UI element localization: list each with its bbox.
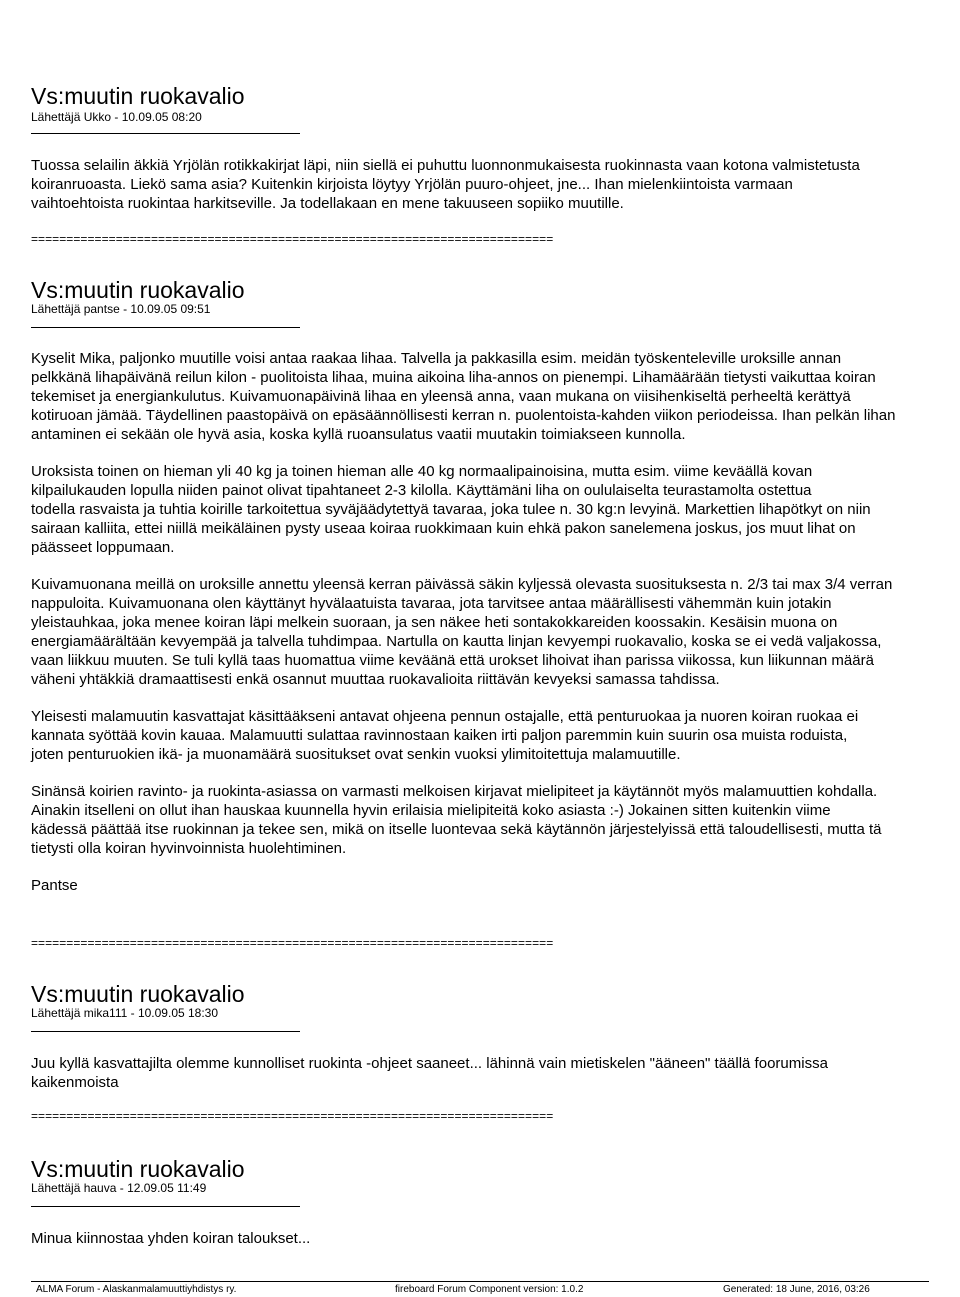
body-line: tietysti olla koiran hyvinvoinnista huolehtiminen. bbox=[31, 840, 347, 857]
post-body bbox=[31, 156, 960, 213]
body-line: päässeet loppumaan. bbox=[31, 539, 175, 556]
post-author-date: Lähettäjä pantse - 10.09.05 09:51 bbox=[31, 302, 211, 316]
body-line: vaihtoehtoista ruokintaa harkitseville. Ja todellakaan en mene takuuseen sopiiko muutille. bbox=[31, 195, 624, 212]
paragraph-gap bbox=[31, 764, 960, 782]
body-line: yleistauhkaa, joka menee koiran läpi melkein suoraan, ja sen näkee heti sontakokkareiden koossakin. Kesäisin muona on bbox=[31, 614, 838, 631]
post-author-date: Lähettäjä Ukko - 10.09.05 08:20 bbox=[31, 110, 202, 124]
paragraph-gap bbox=[31, 689, 960, 707]
body-line: todella rasvaista ja tuhtia koirille tarkoitettua syväjäädytettyä tavaraa, joka tulee n. 30 kg:n levyinä. Markettien lihapötkyt on niin bbox=[31, 501, 871, 518]
paragraph-gap bbox=[31, 557, 960, 575]
body-line: Kyselit Mika, paljonko muutille voisi antaa raakaa lihaa. Talvella ja pakkasilla esim. meidän työskenteleville uroksille annan bbox=[31, 350, 842, 367]
post-header-divider bbox=[31, 133, 300, 134]
footer-generated-date: Generated: 18 June, 2016, 03:26 bbox=[723, 1284, 870, 1295]
post-title: Vs:muutin ruokavalio bbox=[31, 1156, 245, 1182]
body-line: Kuivamuonana meillä on uroksille annettu yleensä kerran päivässä säkin kyljessä olevasta suosituksesta n. 2/3 tai max 3/4 verran bbox=[31, 576, 893, 593]
post-body bbox=[31, 1054, 960, 1092]
body-line: koiranruoasta. Liekö sama asia? Kuitenkin kirjoista löytyy Yrjölän puuro-ohjeet, jne... Ihan mielenkiintoista varmaan bbox=[31, 176, 793, 193]
post-body bbox=[31, 349, 960, 895]
body-line: kotiruoan jämää. Täydellinen paastopäivä on epäsäännöllisesti kerran n. puolentoista-kahden viikon periodeissa. Ihan pelkän lihan bbox=[31, 407, 896, 424]
body-line: Tuossa selailin äkkiä Yrjölän rotikkakirjat läpi, niin siellä ei puhuttu luonnonmukaisesta ruokinnasta vaan kotona valmistetusta bbox=[31, 157, 860, 174]
post-title: Vs:muutin ruokavalio bbox=[31, 981, 245, 1007]
body-line: Juu kyllä kasvattajilta olemme kunnolliset ruokinta -ohjeet saaneet... lähinnä vain mietiskelen "ääneen" täällä foorumissa bbox=[31, 1055, 828, 1072]
footer-component-version: fireboard Forum Component version: 1.0.2 bbox=[395, 1284, 584, 1295]
body-line: kädessä päättää itse ruokinnan ja tekee sen, mikä on itselle luontevaa sekä käytännön järjestelyissä että taloudellisesti, mutta tä bbox=[31, 821, 882, 838]
post-separator: ========================================================================== bbox=[31, 1109, 554, 1123]
body-line: antaminen ei sekään ole hyvä asia, koska kyllä ruoansulatus vaatii muutakin toimiakseen kunnolla. bbox=[31, 426, 686, 443]
post-author-date: Lähettäjä hauva - 12.09.05 11:49 bbox=[31, 1181, 207, 1195]
post-header-divider bbox=[31, 327, 300, 328]
body-line: nappuloita. Kuivamuonana olen käyttänyt hyvälaatuista tavaraa, jota tarvitsee antaa määrällisesti vähemmän kuin jotakin bbox=[31, 595, 832, 612]
post-title: Vs:muutin ruokavalio bbox=[31, 277, 245, 303]
body-line: kilpailukauden lopulla niiden painot olivat tipahtaneet 2-3 kilolla. Käyttämäni liha on oululaiselta teurastamolta ostettua bbox=[31, 482, 812, 499]
post-separator: ========================================================================== bbox=[31, 936, 554, 950]
paragraph-gap bbox=[31, 444, 960, 462]
post-header-divider bbox=[31, 1206, 300, 1207]
post-separator: ========================================================================== bbox=[31, 232, 554, 246]
body-line: Minua kiinnostaa yhden koiran taloukset... bbox=[31, 1230, 311, 1247]
body-line: kannata syöttää kovin kauaa. Malamuutti sulattaa ravinnostaan kaiken irti paljon paremmin kuin suurin osa muista roduista, bbox=[31, 727, 848, 744]
body-line: Uroksista toinen on hieman yli 40 kg ja toinen hieman alle 40 kg normaalipainoisina, mutta esim. viime keväällä kovan bbox=[31, 463, 813, 480]
body-line: Yleisesti malamuutin kasvattajat käsittääkseni antavat ohjeena pennun ostajalle, että penturuokaa ja nuoren koiran ruokaa ei bbox=[31, 708, 859, 725]
body-line: sairaan kalliita, ettei niillä meikäläinen pysty useaa koiraa ruokkimaan kuin ehkä pakon sanelemena joskus, jos muut lihat on bbox=[31, 520, 856, 537]
body-line: energiamäärältään kevyempää ja talvella tuhdimpaa. Nartulla on kautta linjan kevyempi ruokavalio, koska se ei vedä valjakossa, bbox=[31, 633, 882, 650]
body-line: kaikenmoista bbox=[31, 1074, 119, 1091]
post-title: Vs:muutin ruokavalio bbox=[31, 83, 245, 109]
body-line: joten penturuokien ikä- ja muonamäärä suositukset ovat senkin vuoksi ylimitoitettuja malamuutille. bbox=[31, 746, 681, 763]
body-line: tekemiset ja energiankulutus. Kuivamuonapäivinä lihaa en yleensä anna, vaan mukana on viisihenkiseltä perheeltä kerättyä bbox=[31, 388, 851, 405]
body-line: väheni yhtäkkiä dramaattisesti enkä osannut muuttaa ruokavalioita riittävän kevyeksi samassa tahdissa. bbox=[31, 671, 720, 688]
body-line: Sinänsä koirien ravinto- ja ruokinta-asiassa on varmasti melkoisen kirjavat mielipiteet ja käytännöt myös malamuuttien kohdalla. bbox=[31, 783, 878, 800]
body-line: Pantse bbox=[31, 877, 78, 894]
footer-divider bbox=[31, 1281, 929, 1282]
post-body bbox=[31, 1229, 960, 1248]
body-line: vaan liikkuu muuten. Se tuli kyllä taas huomattua viime keväänä että urokset lihoivat ihan parissa viikossa, kun liikunnan määrä bbox=[31, 652, 874, 669]
paragraph-gap bbox=[31, 858, 960, 876]
post-header-divider bbox=[31, 1031, 300, 1032]
body-line: Ainakin itselleni on ollut ihan hauskaa kuunnella hyvin erilaisia mielipiteitä koko asiasta :-) Jokainen sitten kuitenkin viime bbox=[31, 802, 831, 819]
footer-forum-name: ALMA Forum - Alaskanmalamuuttiyhdistys ry. bbox=[36, 1284, 237, 1295]
body-line: pelkkänä lihapäivänä reilun kilon - puolitoista lihaa, muina aikoina liha-annos on pienempi. Lihamäärään tietysti vaikuttaa koiran bbox=[31, 369, 876, 386]
post-author-date: Lähettäjä mika111 - 10.09.05 18:30 bbox=[31, 1006, 219, 1020]
